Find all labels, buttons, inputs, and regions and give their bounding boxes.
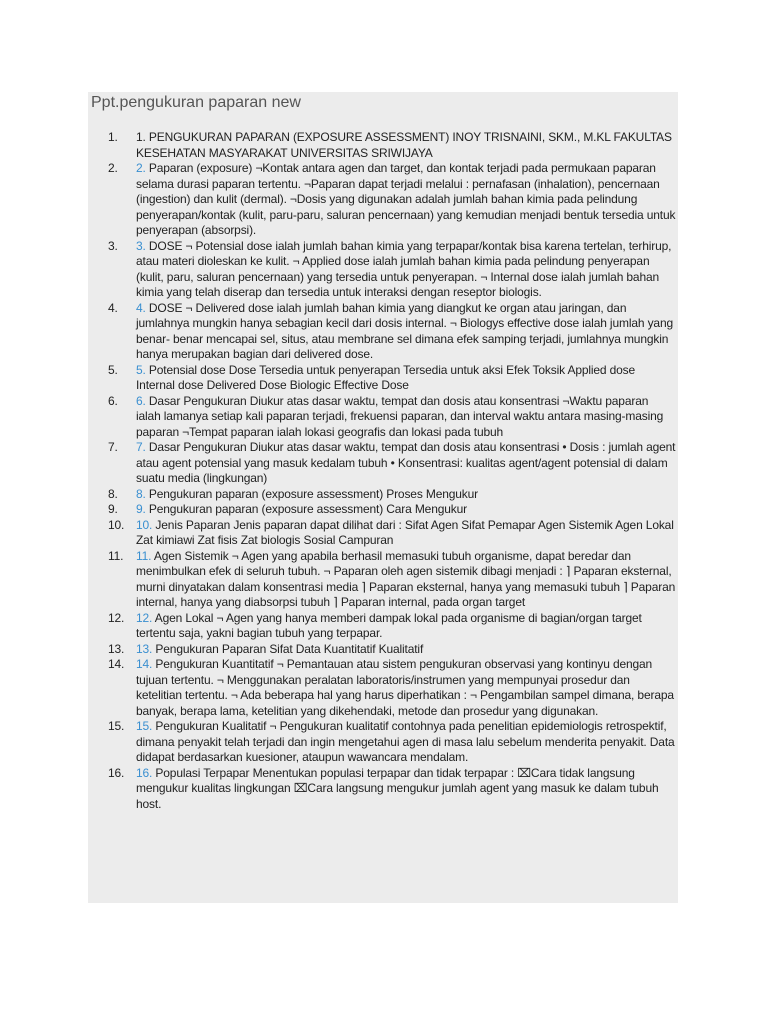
slide-link[interactable]: 9. <box>136 502 146 516</box>
item-text: Pengukuran Paparan Sifat Data Kuantitatif Kualitatif <box>155 641 424 656</box>
item-text: Pengukuran Kualitatif ¬ Pengukuran kualitatif contohnya pada penelitian epidemiologis retrospektif, dimana penyakit telah terjadi dan ingin mengetahui agen di masa lalu sebelum menderita penyakit. Data didapat berdasarkan kuesioner, ataupun wawancara mendalam. <box>136 719 675 764</box>
item-body <box>136 301 676 363</box>
item-text: Dasar Pengukuran Diukur atas dasar waktu, tempat dan dosis atau konsentrasi ¬Waktu paparan ialah lamanya setiap kali paparan terjadi, frekuensi paparan, dan interval waktu antara masing-masing paparan ¬Tempat paparan ialah lokasi geografis dan lokasi pada tubuh <box>136 393 664 439</box>
item-text: Pengukuran Kuantitatif ¬ Pemantauan atau sistem pengukuran observasi yang kontinyu dengan tujuan tertentu. ¬ Menggunakan peralatan laboratoris/instrumen yang mempunyai prosedur dan ketelitian tertentu. ¬ Ada beberapa hal yang harus diperhatikan : ¬ Pengambilan sampel dimana, berapa banyak, berapa lama, ketelitian yang dikehendaki, metode dan prosedur yang digunakan. <box>136 657 674 718</box>
item-text: DOSE ¬ Delivered dose ialah jumlah bahan kimia yang diangkut ke organ atau jaringan, dan jumlahnya mungkin hanya sebagian kecil dari dosis internal. ¬ Biologys effective dose ialah jumlah yang benar- benar mencapai sel, situs, atau membrane sel dimana efek samping terjadi, jumlahnya mungkin hanya merupakan bagian dari delivered dose. <box>136 300 673 361</box>
item-body <box>136 487 676 503</box>
item-body <box>136 766 676 813</box>
list-item <box>108 363 676 394</box>
item-number: 16. <box>108 765 125 780</box>
item-text: Pengukuran paparan (exposure assessment) Cara Mengukur <box>148 502 467 516</box>
item-body <box>136 611 676 642</box>
item-text: 1. PENGUKURAN PAPARAN (EXPOSURE ASSESSMENT) INOY TRISNAINI, SKM., M.KL FAKULTAS KESEHATAN MASYARAKAT UNIVERSITAS SRIWIJAYA <box>136 130 672 160</box>
slide-link[interactable]: 15. <box>136 719 153 733</box>
list-item <box>108 502 676 518</box>
item-number: 9. <box>108 502 118 516</box>
list-item <box>108 301 676 363</box>
item-body <box>136 440 676 487</box>
item-number: 4. <box>108 300 118 315</box>
item-number: 2. <box>108 161 118 175</box>
slide-link[interactable]: 11. <box>136 548 152 563</box>
item-body <box>136 719 676 766</box>
item-body <box>136 161 676 239</box>
list-item <box>108 239 676 301</box>
item-number: 14. <box>108 657 125 671</box>
slide-link[interactable]: 4. <box>136 300 146 315</box>
item-text: Pengukuran paparan (exposure assessment) Proses Mengukur <box>148 486 479 501</box>
item-body <box>136 363 676 394</box>
slide-link[interactable]: 5. <box>136 362 146 377</box>
item-number: 11. <box>108 548 124 563</box>
item-text: DOSE ¬ Potensial dose ialah jumlah bahan kimia yang terpapar/kontak bisa karena tertelan, terhirup, atau materi dioleskan ke kulit. ¬ Applied dose ialah jumlah bahan kimia pada pelindung penyerapan (kulit, paru, saluran pencernaan) yang tersedia untuk penyerapan. ¬ Internal dose ialah jumlah bahan kimia yang telah diserap dan tersedia untuk interaksi dengan reseptor biologis. <box>136 238 672 299</box>
list-item <box>108 642 676 658</box>
item-text: Potensial dose Dose Tersedia untuk penyerapan Tersedia untuk aksi Efek Toksik Applied dose Internal dose Delivered Dose Biologic Effective Dose <box>136 362 636 392</box>
item-body <box>136 502 676 518</box>
item-text: Populasi Terpapar Menentukan populasi terpapar dan tidak terpapar : ⌧Cara tidak langsung mengukur kualitas lingkungan ⌧Cara langsung mengukur jumlah agent yang masuk ke dalam tubuh host. <box>136 765 659 811</box>
slide-link[interactable]: 8. <box>136 486 146 501</box>
list-item <box>108 611 676 642</box>
item-body <box>136 642 676 658</box>
list-item <box>108 394 676 441</box>
item-body <box>136 549 676 611</box>
item-text: Paparan (exposure) ¬Kontak antara agen dan target, dan kontak terjadi pada permukaan paparan selama durasi paparan tertentu. ¬Paparan dapat terjadi melalui : pernafasan (inhalation), pencernaan (ingestion) dan kulit (dermal). ¬Dosis yang digunakan adalah jumlah bahan kimia pada pelindung penyerapan/kontak (kulit, paru-paru, saluran pencernaan) yang kemudian menjadi bentuk tersedia untuk penyerapan (absorpsi). <box>136 161 676 237</box>
slide-link[interactable]: 7. <box>136 440 146 454</box>
item-number: 1. <box>108 130 118 144</box>
item-body <box>136 239 676 301</box>
list-item <box>108 766 676 813</box>
item-text: Agen Sistemik ¬ Agen yang apabila berhasil memasuki tubuh organisme, dapat beredar dan menimbulkan efek di seluruh tubuh. ¬ Paparan oleh agen sistemik dibagi menjadi : ⌉ Paparan eksternal, murni dinyatakan dalam konsentrasi media ⌉ Paparan eksternal, hanya yang memasuki tubuh ⌉ Paparan internal, hanya yang diabsorpsi tubuh ⌉ Paparan internal, pada organ target <box>136 548 676 609</box>
item-number: 7. <box>108 440 118 454</box>
item-number: 3. <box>108 238 118 253</box>
item-number: 5. <box>108 362 118 377</box>
slide-link[interactable]: 12. <box>136 610 153 625</box>
list-item <box>108 518 676 549</box>
item-number: 12. <box>108 610 125 625</box>
slide-link[interactable]: 16. <box>136 765 153 780</box>
item-body <box>136 130 676 161</box>
slide-link[interactable]: 14. <box>136 657 153 671</box>
slide-link[interactable]: 10. <box>136 517 153 532</box>
item-body <box>136 394 676 441</box>
item-number: 13. <box>108 641 125 656</box>
item-text: Dasar Pengukuran Diukur atas dasar waktu, tempat dan dosis atau konsentrasi • Dosis : jumlah agent atau agent potensial yang masuk kedalam tubuh • Konsentrasi: kualitas agent/agent potensial di dalam suatu media (lingkungan) <box>136 440 676 485</box>
slide-link[interactable]: 3. <box>136 238 146 253</box>
list-item <box>108 719 676 766</box>
item-text: Agen Lokal ¬ Agen yang hanya memberi dampak lokal pada organisme di bagian/organ target tertentu saja, yakni bagian tubuh yang terpapar. <box>136 610 642 640</box>
item-number: 15. <box>108 719 125 733</box>
document-title: Ppt.pengukuran paparan new <box>91 94 301 111</box>
slide-link[interactable]: 2. <box>136 161 146 175</box>
list-item <box>108 130 676 161</box>
item-body <box>136 518 676 549</box>
list-item <box>108 549 676 611</box>
slide-link[interactable]: 13. <box>136 641 153 656</box>
list-item <box>108 440 676 487</box>
list-item <box>108 657 676 719</box>
list-item <box>108 161 676 239</box>
item-number: 6. <box>108 393 118 408</box>
slide-link[interactable]: 6. <box>136 393 146 408</box>
item-number: 8. <box>108 486 118 501</box>
item-text: Jenis Paparan Jenis paparan dapat dilihat dari : Sifat Agen Sifat Pemapar Agen Sistemik Agen Lokal Zat kimiawi Zat fisis Zat biologis Sosial Campuran <box>136 517 674 547</box>
item-number: 10. <box>108 517 125 532</box>
slide-list <box>108 130 676 812</box>
list-item <box>108 487 676 503</box>
item-body <box>136 657 676 719</box>
